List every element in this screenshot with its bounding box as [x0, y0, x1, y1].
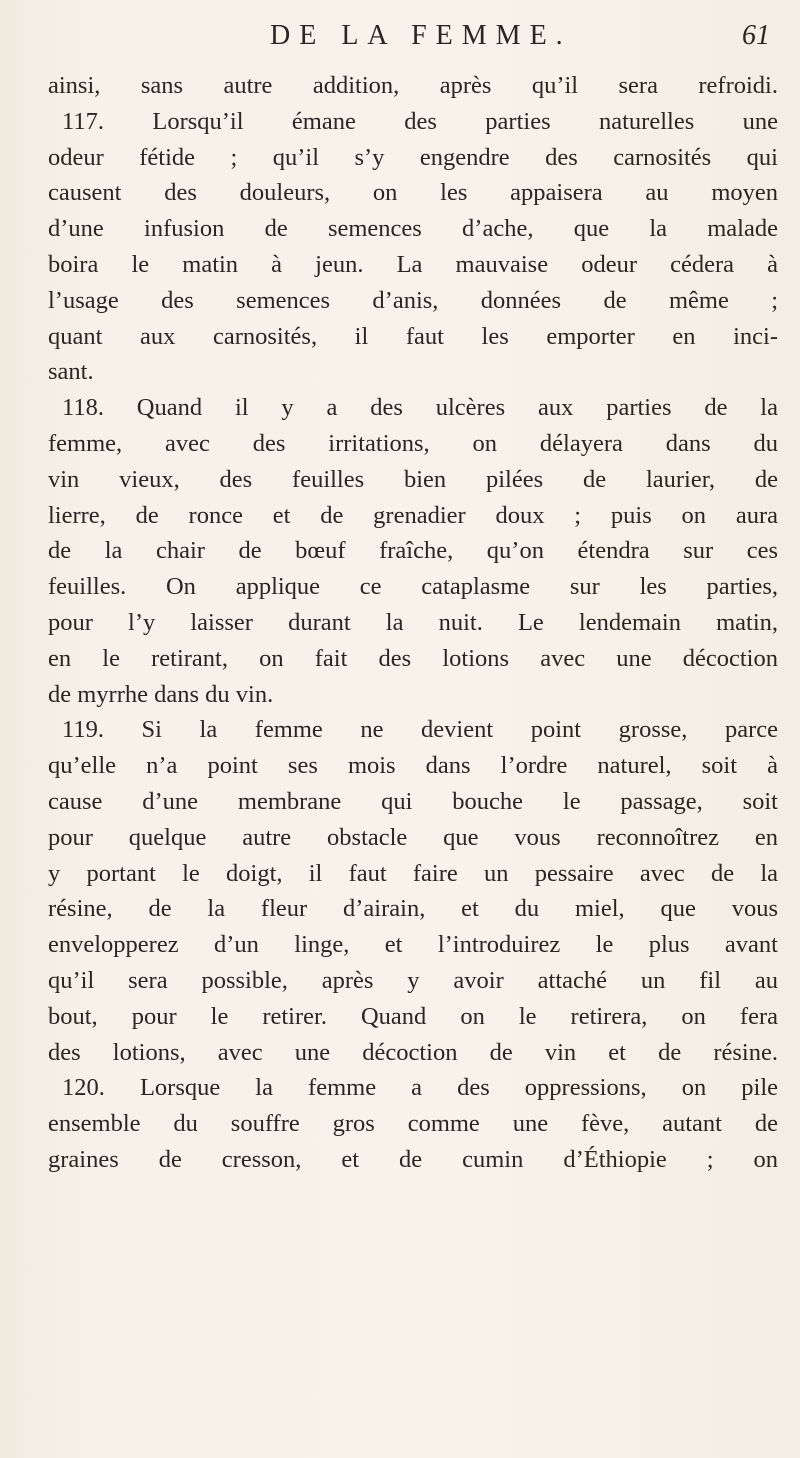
paragraph-start-118: 118. Quand il y a des ulcères aux parties de la — [62, 394, 778, 422]
body-text — [48, 68, 778, 1178]
text-line: d’une infusion de semences d’ache, que la malade — [48, 215, 778, 243]
text-line: graines de cresson, et de cumin d’Éthiopie ; on — [48, 1145, 778, 1173]
text-line: résine, de la fleur d’airain, et du miel, que vous — [48, 895, 778, 923]
paragraph-start-117: 117. Lorsqu’il émane des parties naturelles une — [62, 107, 778, 135]
text-line: pour l’y laisser durant la nuit. Le lendemain matin, — [48, 608, 778, 636]
text-line: ainsi, sans autre addition, après qu’il sera refroidi. — [48, 72, 778, 99]
text-line: feuilles. On applique ce cataplasme sur les parties, — [48, 573, 778, 601]
text-line: de myrrhe dans du vin. — [48, 680, 274, 708]
text-line: bout, pour le retirer. Quand on le retirera, on fera — [48, 1002, 778, 1030]
text-line: femme, avec des irritations, on délayera dans du — [48, 429, 778, 457]
text-line: boira le matin à jeun. La mauvaise odeur cédera à — [48, 250, 778, 278]
text-line: en le retirant, on fait des lotions avec une décoction — [48, 644, 778, 672]
text-line: cause d’une membrane qui bouche le passage, soit — [48, 787, 778, 815]
text-line: qu’elle n’a point ses mois dans l’ordre naturel, soit à — [48, 752, 778, 780]
text-line: ensemble du souffre gros comme une fève, autant de — [48, 1110, 778, 1138]
text-line: envelopperez d’un linge, et l’introduirez le plus avant — [48, 931, 778, 959]
text-line: de la chair de bœuf fraîche, qu’on étendra sur ces — [48, 537, 778, 565]
text-line: sant. — [48, 358, 94, 386]
text-line: lierre, de ronce et de grenadier doux ; puis on aura — [48, 501, 778, 529]
text-line: causent des douleurs, on les appaisera au moyen — [48, 179, 778, 207]
text-line: vin vieux, des feuilles bien pilées de laurier, de — [48, 465, 778, 493]
text-line: y portant le doigt, il faut faire un pessaire avec de la — [48, 859, 778, 887]
text-line: qu’il sera possible, après y avoir attaché un fil au — [48, 966, 778, 994]
text-line: l’usage des semences d’anis, données de même ; — [48, 286, 778, 314]
text-line: des lotions, avec une décoction de vin et de résine. — [48, 1038, 778, 1066]
text-line: pour quelque autre obstacle que vous reconnoîtrez en — [48, 823, 778, 851]
running-title: DE LA FEMME. — [270, 20, 572, 51]
text-line: quant aux carnosités, il faut les emporter en inci- — [48, 322, 778, 350]
text-line: odeur fétide ; qu’il s’y engendre des carnosités qui — [48, 143, 778, 171]
paragraph-start-119: 119. Si la femme ne devient point grosse, parce — [62, 716, 778, 744]
paragraph-start-120: 120. Lorsque la femme a des oppressions, on pile — [62, 1074, 778, 1102]
page-number: 61 — [742, 20, 770, 51]
running-head — [0, 18, 800, 62]
